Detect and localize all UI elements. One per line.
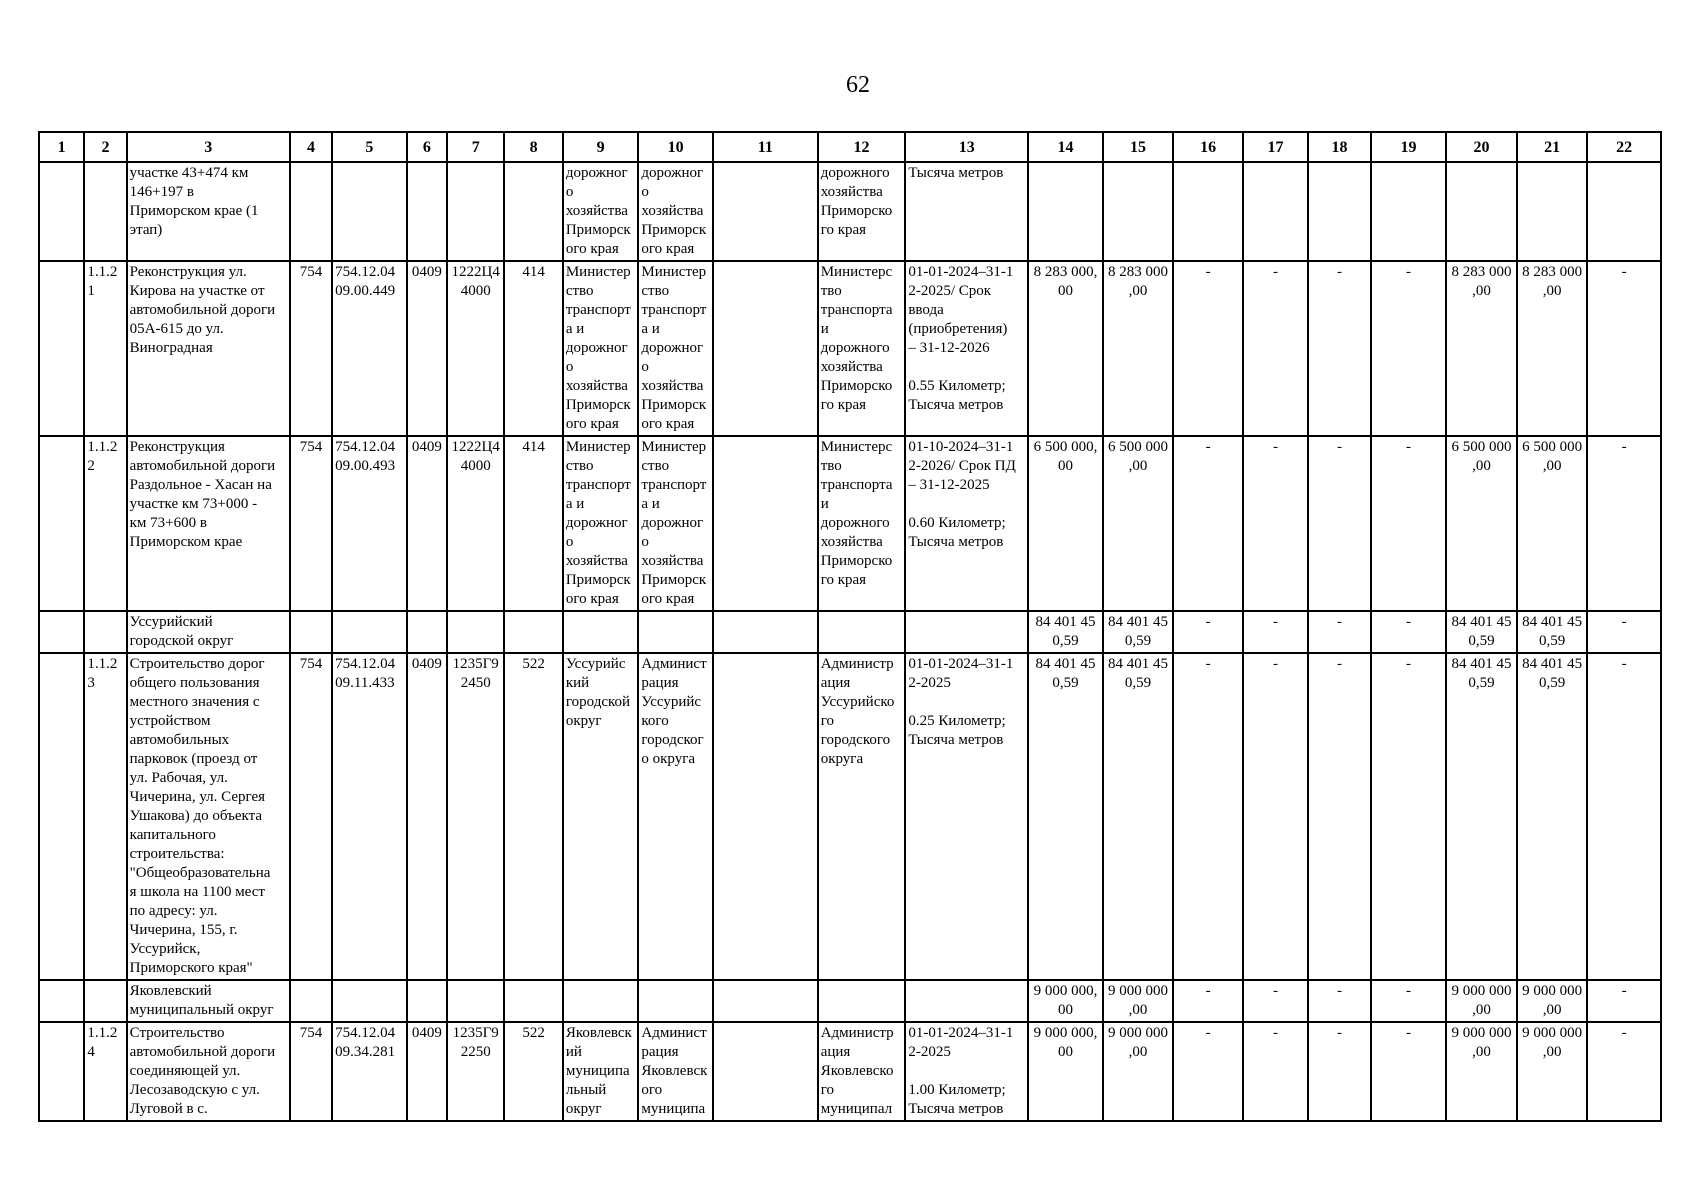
table-cell: - xyxy=(1243,980,1308,1022)
table-cell: Яковлевск ий муниципа льный округ xyxy=(563,1022,639,1121)
table-cell: 754.12.04 09.00.449 xyxy=(332,261,407,436)
table-cell xyxy=(818,611,906,653)
table-cell: - xyxy=(1371,436,1447,611)
table-cell xyxy=(84,162,126,261)
table-cell: 84 401 45 0,59 xyxy=(1446,653,1517,980)
column-header: 20 xyxy=(1446,132,1517,162)
table-cell: 84 401 45 0,59 xyxy=(1517,611,1588,653)
table-cell xyxy=(713,162,818,261)
table-cell: - xyxy=(1308,611,1370,653)
table-cell xyxy=(713,653,818,980)
table-cell: 01-10-2024–31-1 2-2026/ Срок ПД – 31-12-2025 0.60 Километр; Тысяча метров xyxy=(905,436,1028,611)
table-cell: - xyxy=(1371,980,1447,1022)
table-cell: 1235Г9 2250 xyxy=(447,1022,504,1121)
table-cell: - xyxy=(1587,436,1661,611)
column-header: 2 xyxy=(84,132,126,162)
table-cell: Министер ство транспорт а и дорожног о хозяйства Приморск ого края xyxy=(563,436,639,611)
table-cell: - xyxy=(1173,980,1243,1022)
table-cell: - xyxy=(1243,436,1308,611)
table-cell xyxy=(1103,162,1174,261)
column-header: 3 xyxy=(127,132,290,162)
column-header: 7 xyxy=(447,132,504,162)
column-header: 18 xyxy=(1308,132,1370,162)
table-cell xyxy=(905,980,1028,1022)
table-cell: Уссурийский городской округ xyxy=(127,611,290,653)
table-cell: Яковлевский муниципальный округ xyxy=(127,980,290,1022)
table-cell: 0409 xyxy=(407,436,447,611)
column-header: 22 xyxy=(1587,132,1661,162)
column-header: 19 xyxy=(1371,132,1447,162)
table-cell: - xyxy=(1243,611,1308,653)
table-cell: 0409 xyxy=(407,261,447,436)
table-cell: - xyxy=(1308,436,1370,611)
table-cell: Министер ство транспорт а и дорожног о хозяйства Приморск ого края xyxy=(563,261,639,436)
table-cell: - xyxy=(1173,261,1243,436)
table-cell xyxy=(407,611,447,653)
table-cell: 754.12.04 09.34.281 xyxy=(332,1022,407,1121)
table-cell: 9 000 000, 00 xyxy=(1028,980,1103,1022)
table-cell xyxy=(638,611,713,653)
table-cell: дорожного хозяйства Приморско го края xyxy=(818,162,906,261)
table-cell: - xyxy=(1371,261,1447,436)
table-cell: - xyxy=(1371,1022,1447,1121)
table-cell xyxy=(39,1022,84,1121)
table-cell: 6 500 000 ,00 xyxy=(1446,436,1517,611)
table-row xyxy=(39,162,1661,261)
table-cell xyxy=(39,162,84,261)
table-cell: Реконструкция автомобильной дороги Раздольное - Хасан на участке км 73+000 - км 73+600 в Приморском крае xyxy=(127,436,290,611)
table-cell: 1.1.23 xyxy=(84,653,126,980)
table-cell: 9 000 000 ,00 xyxy=(1446,980,1517,1022)
table-cell: 9 000 000, 00 xyxy=(1028,1022,1103,1121)
table-row xyxy=(39,261,1661,436)
table-cell: участке 43+474 км 146+197 в Приморском крае (1 этап) xyxy=(127,162,290,261)
column-header: 16 xyxy=(1173,132,1243,162)
table-cell: - xyxy=(1243,261,1308,436)
table-cell: Министерс тво транспорта и дорожного хозяйства Приморско го края xyxy=(818,436,906,611)
table-cell xyxy=(84,611,126,653)
table-cell: 522 xyxy=(504,653,562,980)
table-cell xyxy=(447,611,504,653)
table-cell: - xyxy=(1308,653,1370,980)
table-cell: Министерс тво транспорта и дорожного хозяйства Приморско го края xyxy=(818,261,906,436)
table-cell: 8 283 000, 00 xyxy=(1028,261,1103,436)
table-cell: 84 401 45 0,59 xyxy=(1028,611,1103,653)
table-cell: 1222Ц4 4000 xyxy=(447,436,504,611)
table-cell: 414 xyxy=(504,261,562,436)
table-cell: - xyxy=(1308,1022,1370,1121)
table-cell: - xyxy=(1587,1022,1661,1121)
table-cell xyxy=(713,980,818,1022)
table-cell xyxy=(39,653,84,980)
table-cell: 754 xyxy=(290,653,332,980)
table-cell xyxy=(713,261,818,436)
table-cell: Администр ация Яковлевско го муниципал xyxy=(818,1022,906,1121)
table-cell: - xyxy=(1308,261,1370,436)
table-cell xyxy=(638,980,713,1022)
table-cell: 6 500 000 ,00 xyxy=(1517,436,1588,611)
table-cell: - xyxy=(1173,653,1243,980)
table-cell xyxy=(1028,162,1103,261)
column-header: 13 xyxy=(905,132,1028,162)
table-cell xyxy=(447,162,504,261)
column-header: 17 xyxy=(1243,132,1308,162)
table-cell xyxy=(290,611,332,653)
table-cell: 9 000 000 ,00 xyxy=(1517,980,1588,1022)
table-cell: дорожног о хозяйства Приморск ого края xyxy=(638,162,713,261)
table-cell xyxy=(713,436,818,611)
table-cell xyxy=(1173,162,1243,261)
column-header: 21 xyxy=(1517,132,1588,162)
table-cell: 522 xyxy=(504,1022,562,1121)
table-cell xyxy=(39,436,84,611)
table-cell: - xyxy=(1173,1022,1243,1121)
table-row xyxy=(39,980,1661,1022)
table-cell xyxy=(332,162,407,261)
table-cell xyxy=(447,980,504,1022)
table-cell: дорожног о хозяйства Приморск ого края xyxy=(563,162,639,261)
table-cell: 1.1.24 xyxy=(84,1022,126,1121)
column-header: 14 xyxy=(1028,132,1103,162)
table-cell xyxy=(39,611,84,653)
table-cell xyxy=(563,611,639,653)
table-cell: - xyxy=(1173,611,1243,653)
table-cell xyxy=(1243,162,1308,261)
table-cell: - xyxy=(1587,611,1661,653)
table-cell: 1235Г9 2450 xyxy=(447,653,504,980)
table-cell: 754 xyxy=(290,436,332,611)
column-header: 10 xyxy=(638,132,713,162)
table-cell xyxy=(504,980,562,1022)
table-cell: - xyxy=(1587,261,1661,436)
table-cell xyxy=(713,611,818,653)
table-cell xyxy=(1587,162,1661,261)
table-cell: 01-01-2024–31-1 2-2025 0.25 Километр; Тысяча метров xyxy=(905,653,1028,980)
table-cell: - xyxy=(1587,980,1661,1022)
table-cell: Администр ация Уссурийско го городского округа xyxy=(818,653,906,980)
table-cell: 754 xyxy=(290,261,332,436)
table-cell: 6 500 000, 00 xyxy=(1028,436,1103,611)
table-cell: 84 401 45 0,59 xyxy=(1446,611,1517,653)
table-cell: Уссурийс кий городской округ xyxy=(563,653,639,980)
table-cell xyxy=(290,980,332,1022)
table-cell: 01-01-2024–31-1 2-2025/ Срок ввода (приобретения) – 31-12-2026 0.55 Километр; Тысяча метров xyxy=(905,261,1028,436)
table-cell: 84 401 45 0,59 xyxy=(1028,653,1103,980)
table-cell: 0409 xyxy=(407,653,447,980)
table-row xyxy=(39,611,1661,653)
header-row xyxy=(39,132,1661,162)
table-cell: - xyxy=(1243,653,1308,980)
table-cell xyxy=(407,162,447,261)
table-cell: Министер ство транспорт а и дорожног о хозяйства Приморск ого края xyxy=(638,261,713,436)
table-cell: Админист рация Яковлевск ого муниципа xyxy=(638,1022,713,1121)
column-header: 1 xyxy=(39,132,84,162)
table-cell xyxy=(290,162,332,261)
table-row xyxy=(39,436,1661,611)
table-cell xyxy=(1517,162,1588,261)
table-cell: 754.12.04 09.00.493 xyxy=(332,436,407,611)
table-cell: 9 000 000 ,00 xyxy=(1517,1022,1588,1121)
table-cell xyxy=(39,261,84,436)
column-header: 11 xyxy=(713,132,818,162)
column-header: 9 xyxy=(563,132,639,162)
table-cell: Админист рация Уссурийс кого городског о округа xyxy=(638,653,713,980)
column-header: 12 xyxy=(818,132,906,162)
table-cell: Министер ство транспорт а и дорожног о хозяйства Приморск ого края xyxy=(638,436,713,611)
table-cell: - xyxy=(1587,653,1661,980)
table-cell: Реконструкция ул. Кирова на участке от автомобильной дороги 05А-615 до ул. Виноградная xyxy=(127,261,290,436)
table-cell: Строительство автомобильной дороги соединяющей ул. Лесозаводскую с ул. Луговой в с. xyxy=(127,1022,290,1121)
table-cell: - xyxy=(1308,980,1370,1022)
table-cell xyxy=(407,980,447,1022)
table-cell xyxy=(39,980,84,1022)
table-cell: 1.1.21 xyxy=(84,261,126,436)
table-cell: 8 283 000 ,00 xyxy=(1446,261,1517,436)
table-row xyxy=(39,653,1661,980)
table-cell xyxy=(332,980,407,1022)
column-header: 5 xyxy=(332,132,407,162)
table-cell: 9 000 000 ,00 xyxy=(1103,1022,1174,1121)
table-cell: 8 283 000 ,00 xyxy=(1103,261,1174,436)
table-cell: Строительство дорог общего пользования местного значения с устройством автомобильных парковок (проезд от ул. Рабочая, ул. Чичерина, ул. Сергея Ушакова) до объекта капитального строительства: "Общеобразовательна я школа на 1100 мест по адресу: ул. Чичерина, 155, г. Уссурийск, Приморского края" xyxy=(127,653,290,980)
column-header: 15 xyxy=(1103,132,1174,162)
table-cell: 84 401 45 0,59 xyxy=(1103,611,1174,653)
table-cell: 1.1.22 xyxy=(84,436,126,611)
table-cell: 414 xyxy=(504,436,562,611)
table-cell xyxy=(818,980,906,1022)
table-cell: Тысяча метров xyxy=(905,162,1028,261)
table-row xyxy=(39,1022,1661,1121)
table-cell xyxy=(332,611,407,653)
table-cell xyxy=(1308,162,1370,261)
table-cell: - xyxy=(1371,653,1447,980)
table-cell xyxy=(1371,162,1447,261)
data-table xyxy=(38,131,1662,1122)
table-cell: 0409 xyxy=(407,1022,447,1121)
table-cell xyxy=(504,162,562,261)
table-cell: 9 000 000 ,00 xyxy=(1103,980,1174,1022)
table-cell xyxy=(1446,162,1517,261)
table-cell xyxy=(905,611,1028,653)
table-cell: 6 500 000 ,00 xyxy=(1103,436,1174,611)
column-header: 4 xyxy=(290,132,332,162)
page-number: 62 xyxy=(846,72,870,98)
table-cell: - xyxy=(1371,611,1447,653)
table-cell: 84 401 45 0,59 xyxy=(1103,653,1174,980)
column-header: 6 xyxy=(407,132,447,162)
table-cell xyxy=(84,980,126,1022)
table-cell: 9 000 000 ,00 xyxy=(1446,1022,1517,1121)
table-cell: 754 xyxy=(290,1022,332,1121)
table-cell xyxy=(563,980,639,1022)
table-cell: 8 283 000 ,00 xyxy=(1517,261,1588,436)
table-cell: - xyxy=(1243,1022,1308,1121)
table-cell xyxy=(504,611,562,653)
table-cell: 754.12.04 09.11.433 xyxy=(332,653,407,980)
column-header: 8 xyxy=(504,132,562,162)
table-cell: 84 401 45 0,59 xyxy=(1517,653,1588,980)
table-cell: - xyxy=(1173,436,1243,611)
table-cell: 1222Ц4 4000 xyxy=(447,261,504,436)
table-cell: 01-01-2024–31-1 2-2025 1.00 Километр; Тысяча метров xyxy=(905,1022,1028,1121)
table-cell xyxy=(713,1022,818,1121)
